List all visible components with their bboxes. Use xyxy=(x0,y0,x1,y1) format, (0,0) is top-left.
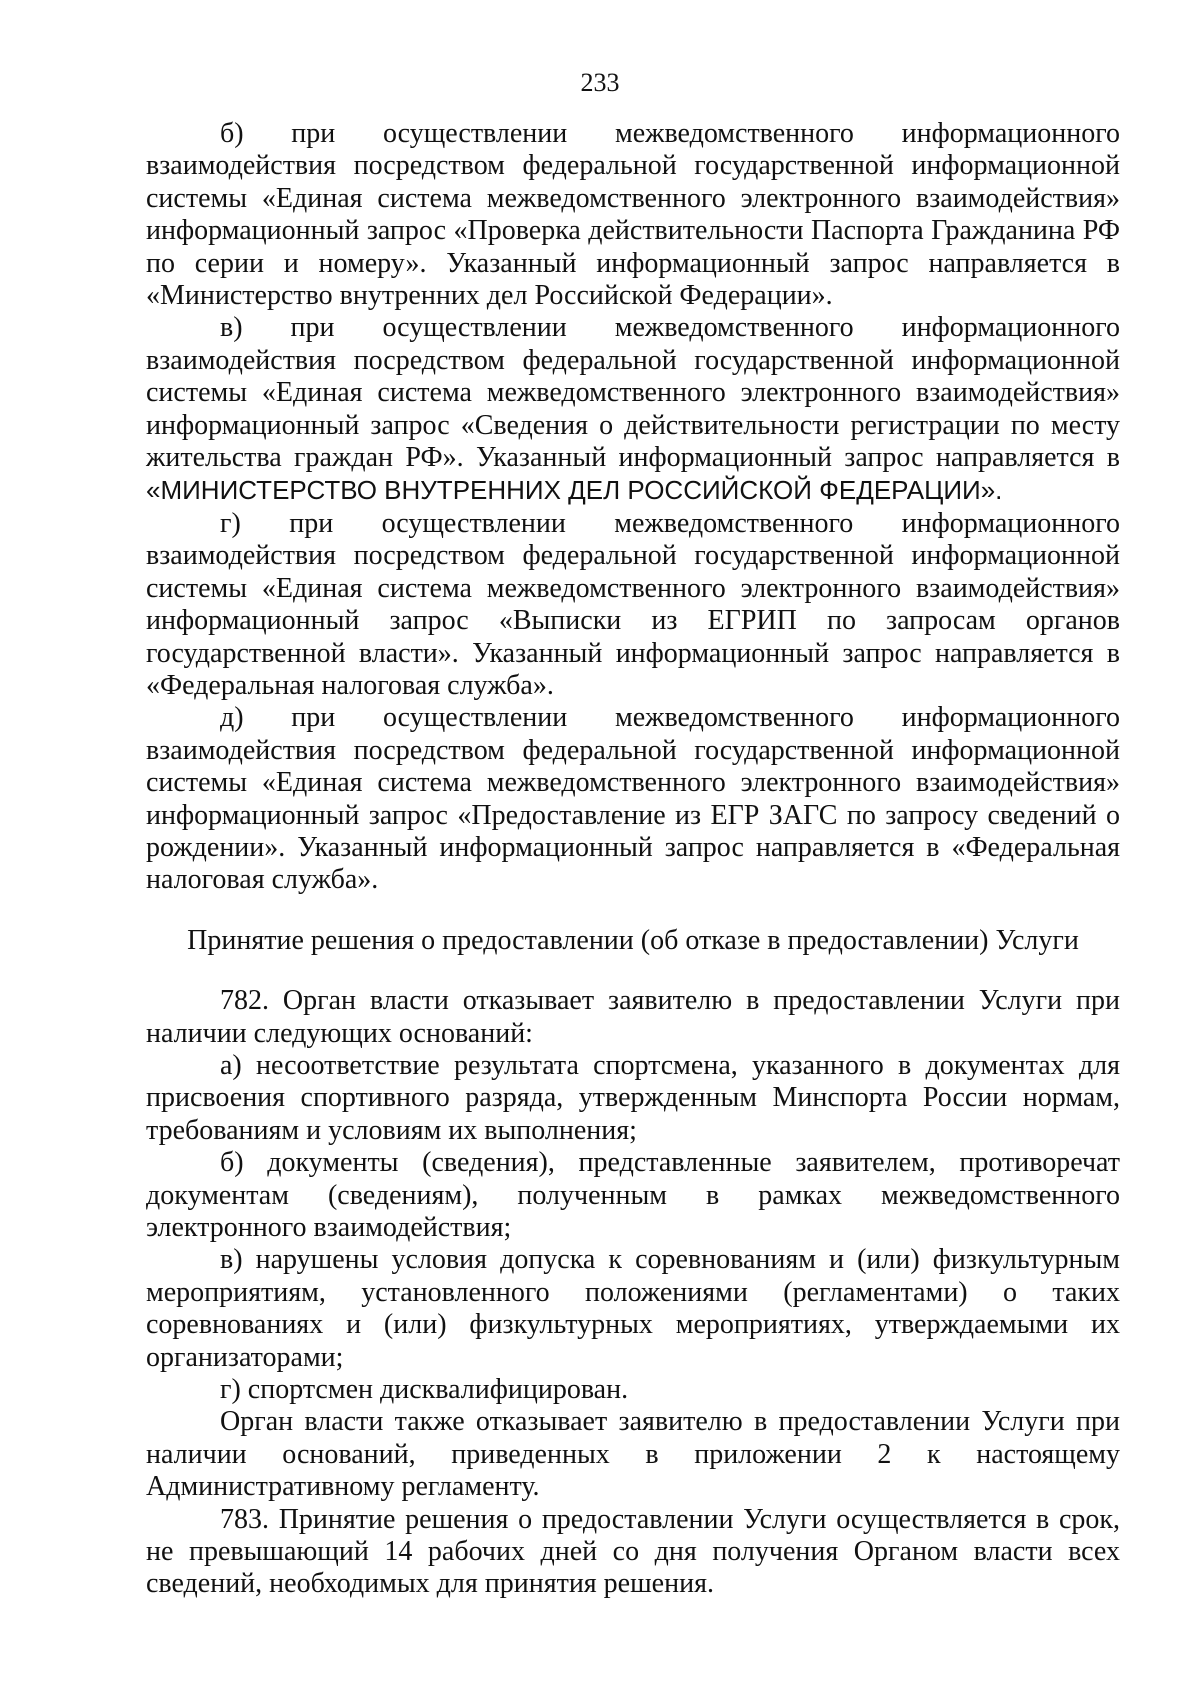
paragraph-v-registration-check xyxy=(146,312,1120,507)
paragraph-v-caps-recipient: «МИНИСТЕРСТВО ВНУТРЕННИХ ДЕЛ РОССИЙСКОЙ ФЕДЕРАЦИИ». xyxy=(146,475,1003,506)
paragraph-782-g: г) спортсмен дисквалифицирован. xyxy=(220,1374,629,1406)
paragraph-782-a: а) несоответствие результата спортсмена, указанного в документах для присвоения спортивного разряда, утвержденным Минспорта России нормам, требованиям и условиям их выполнения; xyxy=(146,1049,1120,1146)
paragraph-g-egrip-extract: г) при осуществлении межведомственного информационного взаимодействия посредством федеральной государственной информационной системы «Единая система межведомственного электронного взаимодействия» информационный запрос «Выписки из ЕГРИП по запросам органов государственной власти». Указанный информационный запрос направляется в «Федеральная налоговая служба». xyxy=(146,507,1120,701)
paragraph-d-zags-birth: д) при осуществлении межведомственного информационного взаимодействия посредством федеральной государственной информационной системы «Единая система межведомственного электронного взаимодействия» информационный запрос «Предоставление из ЕГР ЗАГС по запросу сведений о рождении». Указанный информационный запрос направляется в «Федеральная налоговая служба». xyxy=(146,702,1120,896)
page-number: 233 xyxy=(580,68,620,97)
section-heading: Принятие решения о предоставлении (об отказе в предоставлении) Услуги xyxy=(187,924,1079,956)
paragraph-782: 782. Орган власти отказывает заявителю в предоставлении Услуги при наличии следующих оснований: xyxy=(146,985,1120,1049)
paragraph-782-appendix: Орган власти также отказывает заявителю в предоставлении Услуги при наличии оснований, приведенных в приложении 2 к настоящему Административному регламенту. xyxy=(146,1406,1120,1503)
paragraph-b-passport-check: б) при осуществлении межведомственного информационного взаимодействия посредством федеральной государственной информационной системы «Единая система межведомственного электронного взаимодействия» информационный запрос «Проверка действительности Паспорта Гражданина РФ по серии и номеру». Указанный информационный запрос направляется в «Министерство внутренних дел Российской Федерации». xyxy=(146,118,1120,312)
paragraph-782-v: в) нарушены условия допуска к соревнованиям и (или) физкультурным мероприятиям, установленного положениями (регламентами) о таких соревнованиях и (или) физкультурных мероприятиях, утверждаемыми их организаторами; xyxy=(146,1244,1120,1373)
paragraph-782-b: б) документы (сведения), представленные заявителем, противоречат документам (сведениям), полученным в рамках межведомственного электронного взаимодействия; xyxy=(146,1147,1120,1243)
paragraph-783: 783. Принятие решения о предоставлении Услуги осуществляется в срок, не превышающий 14 рабочих дней со дня получения Органом власти всех сведений, необходимых для принятия решения. xyxy=(146,1503,1120,1600)
document-body xyxy=(146,118,1120,1601)
paragraph-v-text: в) при осуществлении межведомственного информационного взаимодействия посредством федеральной государственной информационной системы «Единая система межведомственного электронного взаимодействия» информационный запрос «Сведения о действительности регистрации по месту жительства граждан РФ». Указанный информационный запрос направляется в xyxy=(146,312,1120,474)
